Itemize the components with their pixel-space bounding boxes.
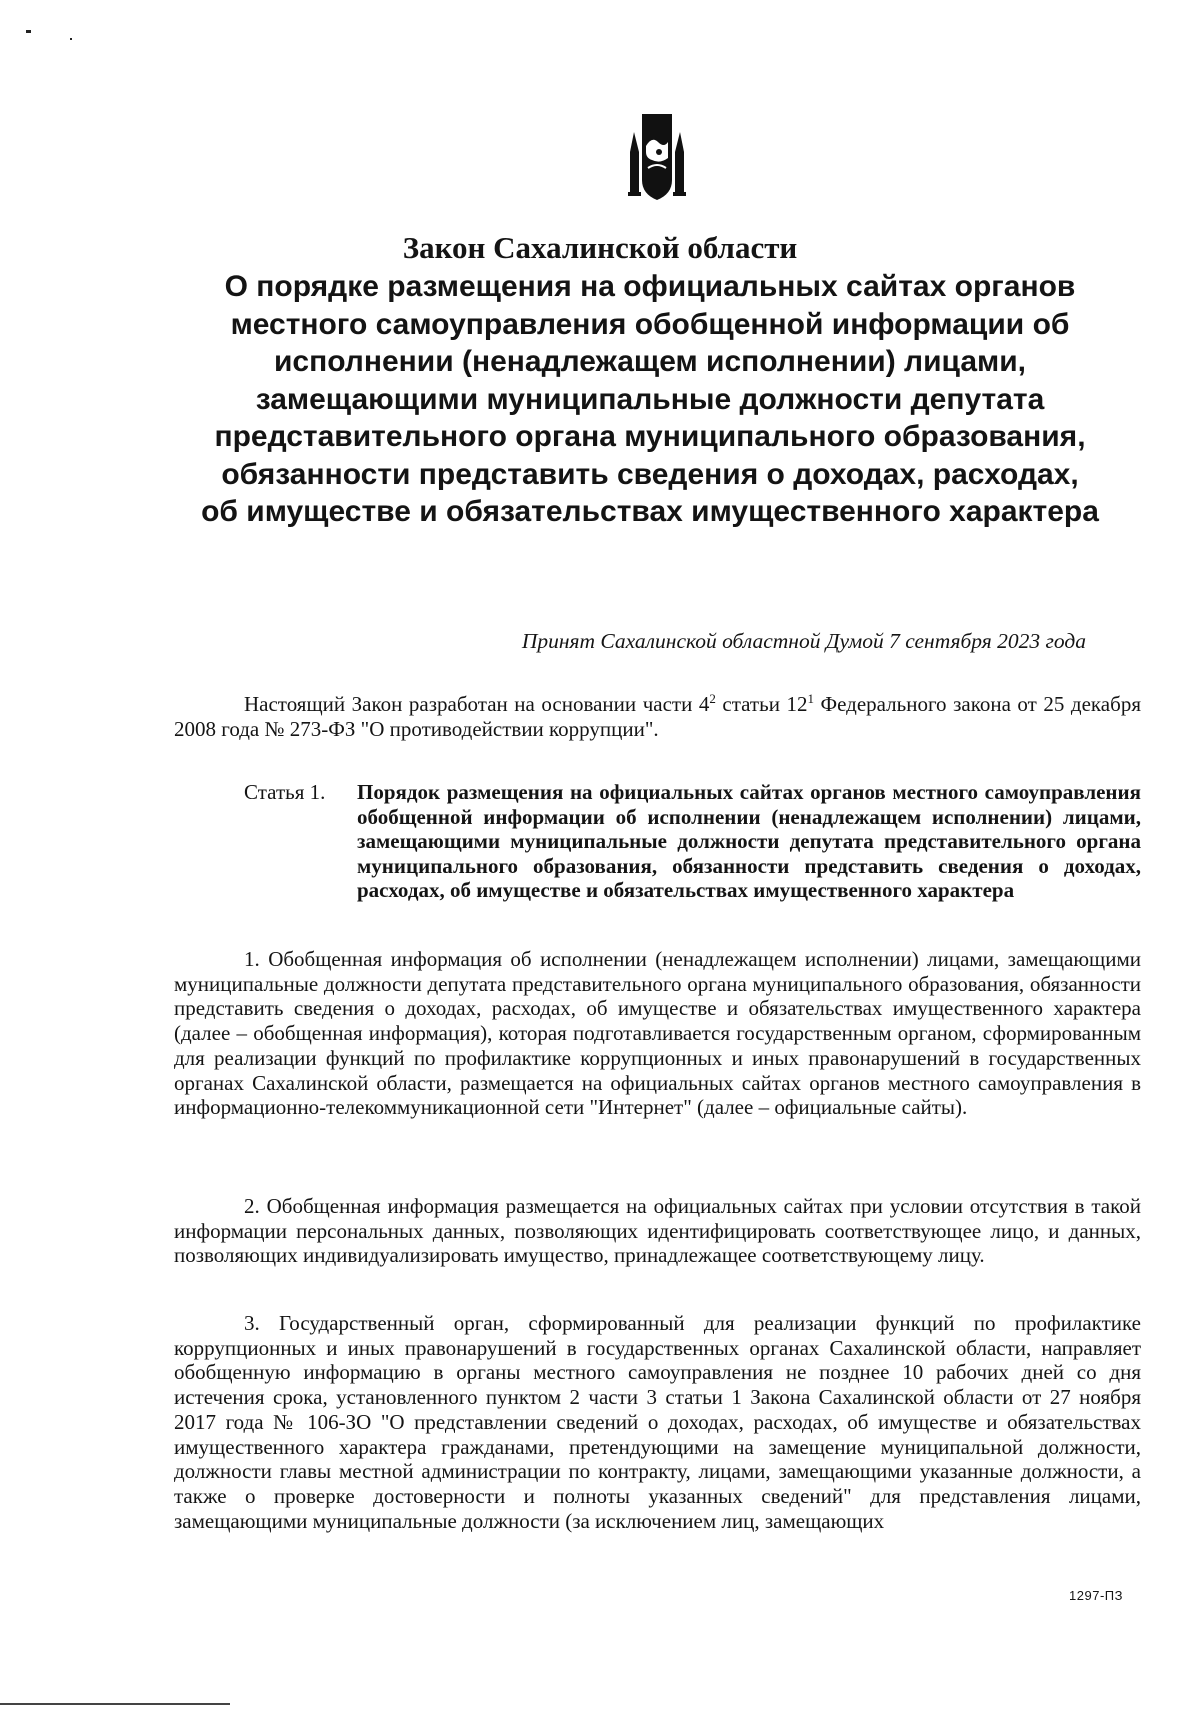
preamble-superscript-2: 1 [807, 691, 814, 706]
article-title: Порядок размещения на официальных сайтах органов местного самоуправления обобщенной информации об исполнении (ненадлежащем исполнении) лицами, замещающими муниципальные должности депутата представительного органа муниципального образования, обязанности представить сведения о доходах, расходах, об имуществе и обязательствах имущественного характера [357, 780, 1141, 903]
article-paragraph-3: 3. Государственный орган, сформированный для реализации функций по профилактике коррупционных и иных правонарушений в государственных органах Сахалинской области, направляет обобщенную информацию в органы местного самоуправления не позднее 10 рабочих дней со дня истечения срока, установленного пунктом 2 части 3 статьи 1 Закона Сахалинской области от 27 ноября 2017 года № 106-ЗО "О представлении сведений о доходах, расходах, об имуществе и обязательствах имущественного характера гражданами, претендующими на замещение муниципальной должности, должности главы местной администрации по контракту, лицами, замещающими указанные должности, а также о проверке достоверности и полноты указанных сведений" для представления лицами, замещающими муниципальные должности (за исключением лиц, замещающих [174, 1311, 1141, 1533]
law-title: О порядке размещения на официальных сайтах органов местного самоуправления обобщенной информации об исполнении (ненадлежащем исполнении) лицами, замещающими муниципальные должности депутата представительного органа муниципального образования, обязанности представить сведения о доходах, расходах, об имуществе и обязательствах имущественного характера [201, 270, 1099, 528]
article-paragraph-2: 2. Обобщенная информация размещается на официальных сайтах при условии отсутствия в такой информации персональных данных, позволяющих идентифицировать соответствующее лицо, и данных, позволяющих индивидуализировать имущество, принадлежащее соответствующему лицу. [174, 1194, 1141, 1268]
preamble-text-2: статьи 12 [715, 692, 808, 716]
preamble-text-1: Настоящий Закон разработан на основании части 4 [244, 692, 710, 716]
preamble [174, 692, 1141, 741]
preamble-superscript-1: 2 [709, 691, 716, 706]
preamble-text-3: Федерального закона от 25 декабря 2008 года № 273-ФЗ "О противодействии коррупции". [174, 692, 1141, 741]
article-label: Статья 1. [244, 780, 326, 804]
law-kind-heading: Закон Сахалинской области [402, 230, 798, 265]
scan-mark [0, 1703, 230, 1705]
scan-mark [70, 38, 72, 40]
article-paragraph-1: 1. Обобщенная информация об исполнении (ненадлежащем исполнении) лицами, замещающими муниципальные должности депутата представительного органа муниципального образования, обязанности представить сведения о доходах, расходах, об имуществе и обязательствах имущественного характера (далее – обобщенная информация), которая подготавливается государственным органом, сформированным для реализации функций по профилактике коррупционных и иных правонарушений в государственных органах Сахалинской области, размещается на официальных сайтах органов местного самоуправления в информационно-телекоммуникационной сети "Интернет" (далее – официальные сайты). [174, 947, 1141, 1120]
document-code: 1297-ПЗ [1069, 1588, 1123, 1603]
scan-mark [26, 30, 31, 33]
coat-of-arms-emblem [628, 112, 686, 202]
adoption-note: Принят Сахалинской областной Думой 7 сентября 2023 года [521, 629, 1086, 653]
